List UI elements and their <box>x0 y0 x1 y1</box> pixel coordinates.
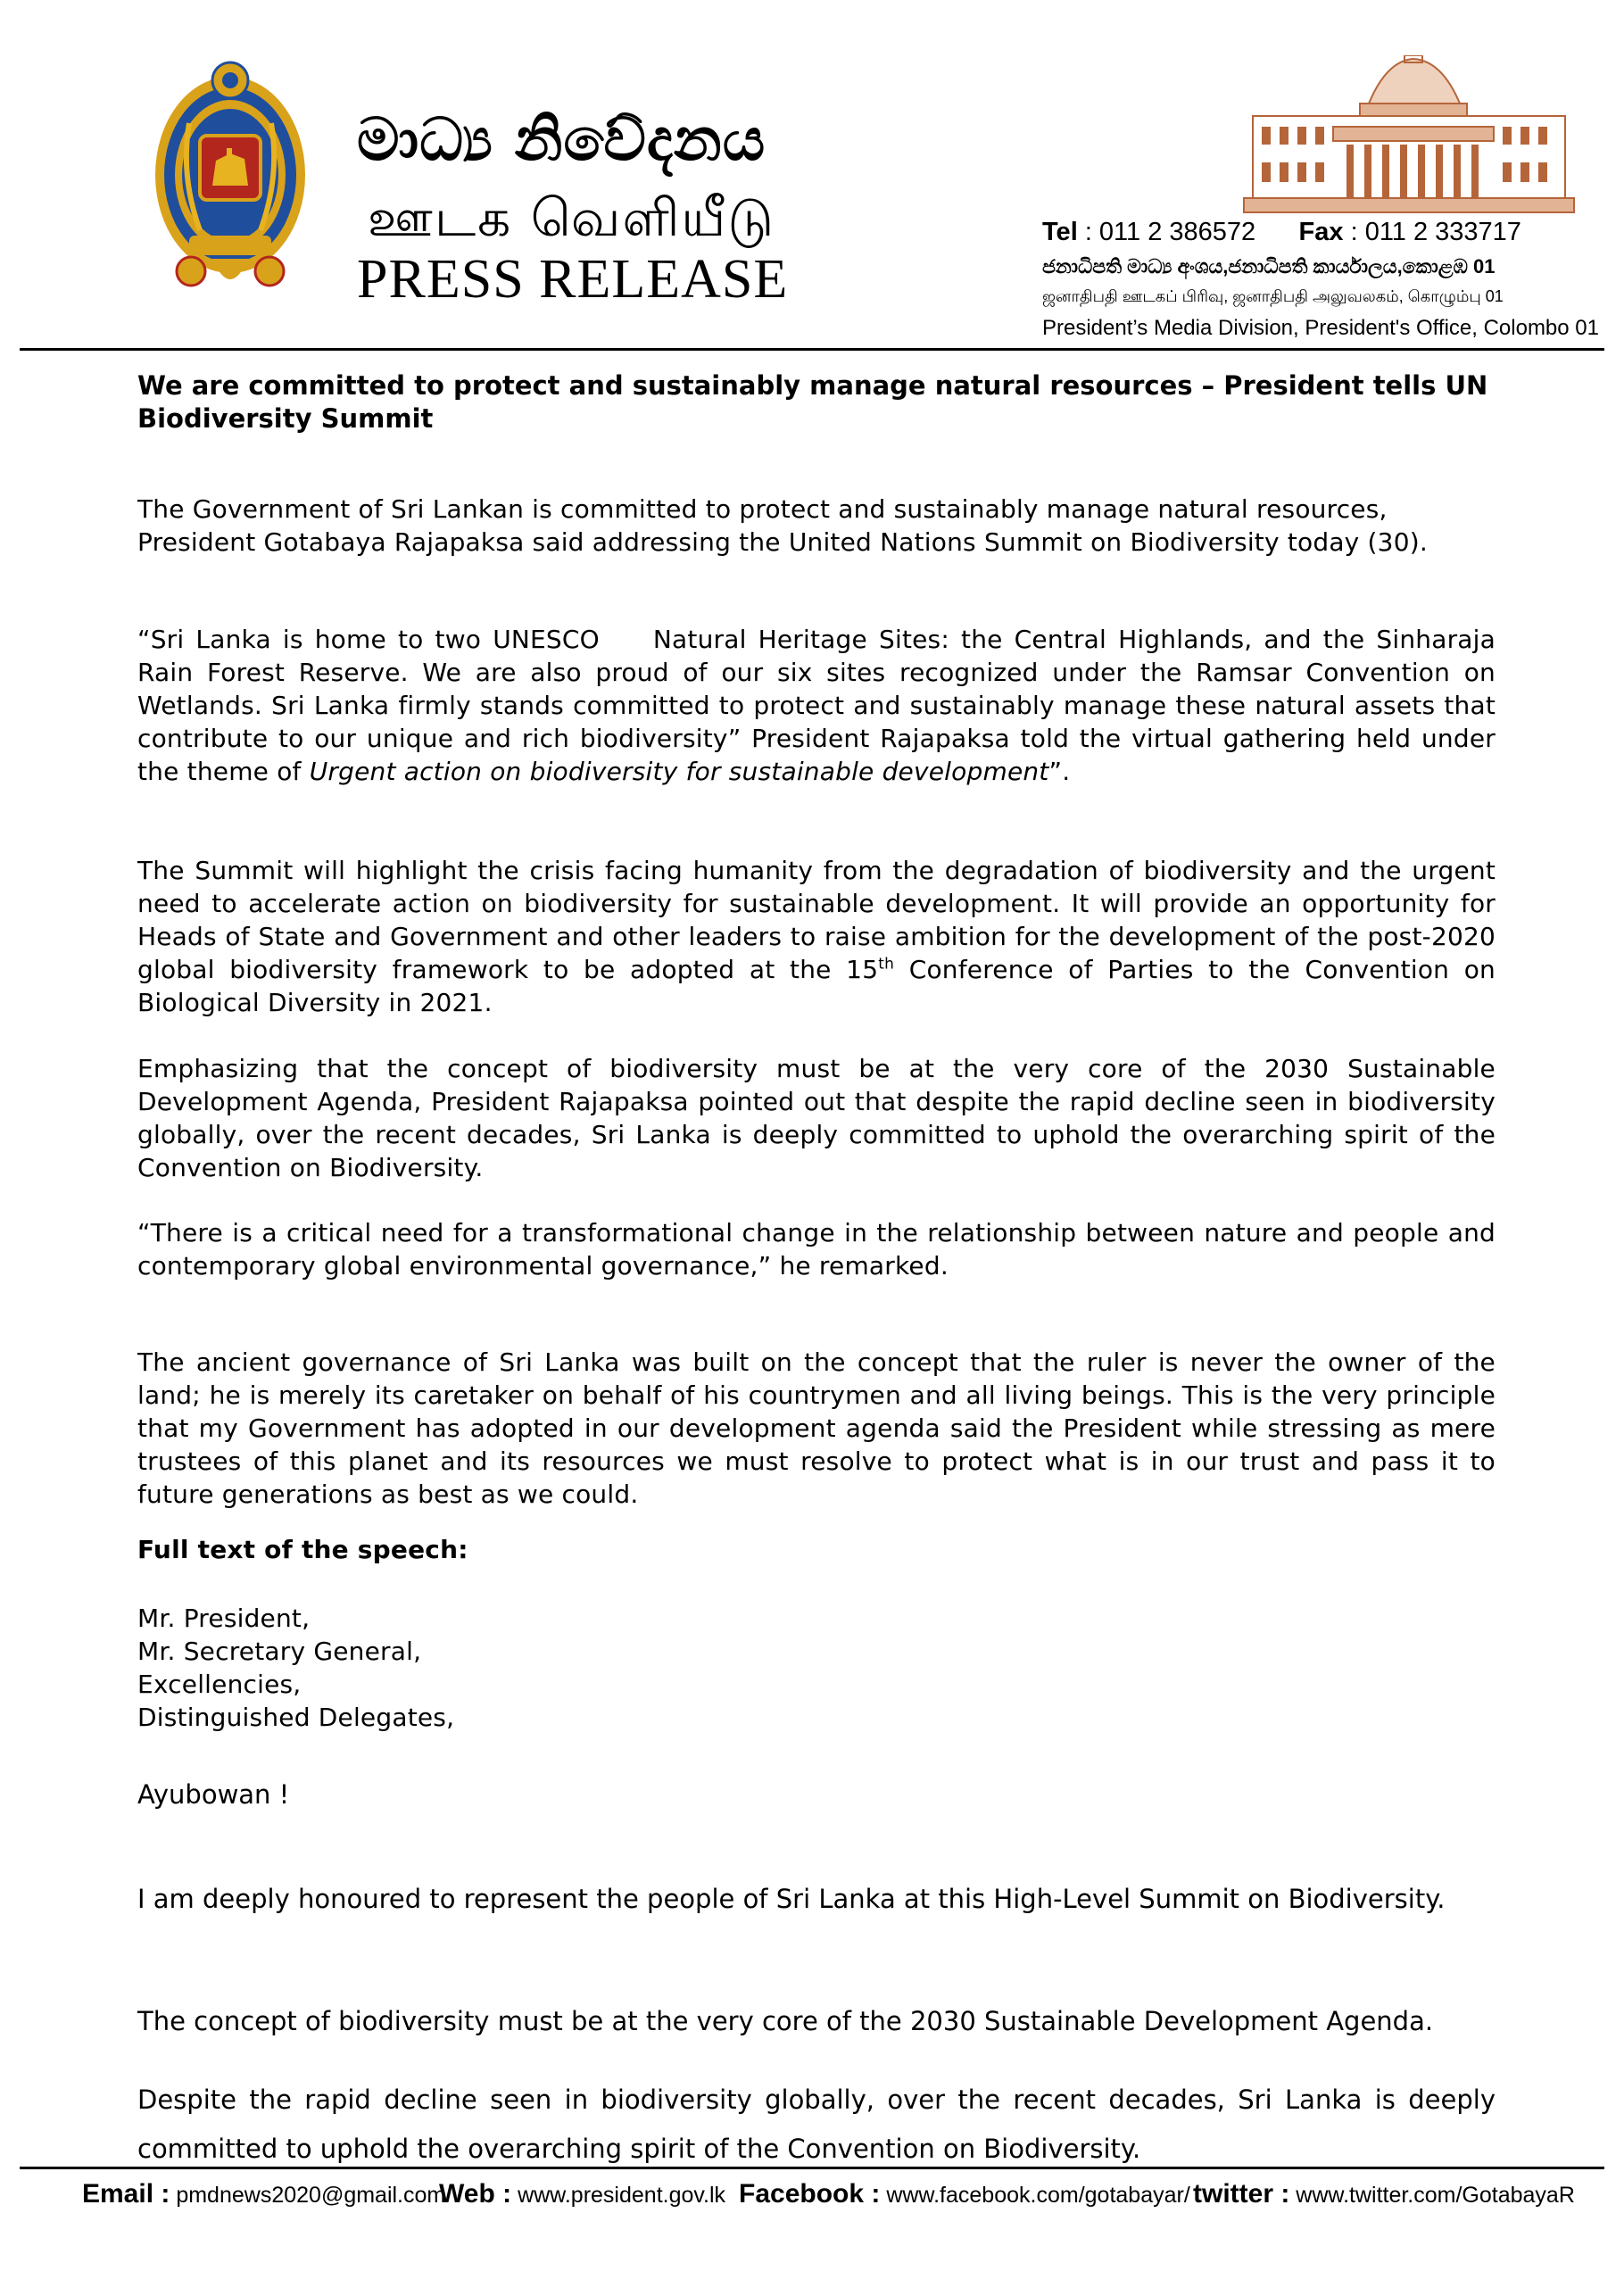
footer-twitter <box>1193 2179 1575 2209</box>
p2-text-b: Natural Heritage Sites: the Central Highlands, and the Sinharaja Rain Forest Reserve. We are also proud of our six sites recognized under the Ramsar Convention on Wetlands. Sri Lanka firmly stands committed to protect and sustainably manage these natural assets that contribute to our unique and rich biodiversity” President Rajapaksa told the virtual gathering held under the theme of <box>137 625 1496 786</box>
web-link[interactable]: www.president.gov.lk <box>518 2183 726 2208</box>
twitter-label: twitter : <box>1193 2179 1290 2209</box>
greeting: Ayubowan ! <box>137 1779 290 1810</box>
salutation-line: Mr. Secretary General, <box>137 1637 422 1666</box>
paragraph-quote: “There is a critical need for a transformational change in the relationship between nature and people and contemporary global environmental governance,” he remarked. <box>137 1218 1496 1281</box>
salutation-line: Distinguished Delegates, <box>137 1703 455 1732</box>
footer-facebook <box>739 2179 1190 2209</box>
paragraph-summit <box>137 854 1496 1019</box>
p2-end: ”. <box>1048 757 1071 786</box>
salutation-line: Mr. President, <box>137 1604 311 1633</box>
email-value[interactable]: pmdnews2020@gmail.com <box>176 2183 446 2208</box>
press-release-title-sinhala: මාධ්‍ය නිවේදනය <box>357 105 766 174</box>
paragraph-intro: The Government of Sri Lankan is committed to protect and sustainably manage natural resources, President Gotabaya Rajapaksa said addressing the United Nations Summit on Biodiversity today (30). <box>137 494 1428 557</box>
paragraph-agenda: Emphasizing that the concept of biodiversity must be at the very core of the 2030 Sustainable Development Agenda, President Rajapaksa pointed out that despite the rapid decline seen in biodiversity globally, over the recent decades, Sri Lanka is deeply committed to uphold the overarching spirit of the Convention on Biodiversity. <box>137 1054 1496 1182</box>
p2-text-a: “Sri Lanka is home to two UNESCO <box>137 625 600 654</box>
facebook-link[interactable]: www.facebook.com/gotabayar/ <box>886 2183 1190 2208</box>
address-sinhala: ජනාධිපති මාධ්‍ය අංශය,ජනාධිපති කාර්යාලය,කොළඹ 01 <box>1042 255 1496 278</box>
speech-paragraph-2: The concept of biodiversity must be at the very core of the 2030 Sustainable Development Agenda. <box>137 2006 1434 2036</box>
header-divider <box>20 348 1604 351</box>
p3-text-a: The Summit will highlight the crisis facing humanity from the degradation of biodiversity and the urgent need to accelerate action on biodiversity for sustainable development. It will provide an opportunity for Heads of State and Government and other leaders to raise ambition for the development of the post-2020 global biodiversity framework to be adopted at the 15 <box>137 856 1496 984</box>
p3-text-b: Conference of Parties to the Convention on Biological Diversity in 2021. <box>137 955 1496 1017</box>
footer-email <box>82 2179 445 2209</box>
footer-web <box>439 2179 725 2209</box>
web-label: Web : <box>439 2179 512 2209</box>
salutations <box>137 1602 1496 1734</box>
speech-subheading: Full text of the speech: <box>137 1535 468 1564</box>
speech-paragraph-1: I am deeply honoured to represent the people of Sri Lanka at this High-Level Summit on Biodiversity. <box>137 1884 1446 1914</box>
fax-label: Fax <box>1298 218 1344 246</box>
sri-lanka-emblem-logo <box>153 61 307 303</box>
fax-value: : 011 2 333717 <box>1350 218 1521 246</box>
paragraph-heritage-sites <box>137 623 1496 788</box>
p3-superscript: th <box>878 955 895 974</box>
press-release-title-tamil: ஊடக வெளியீடு <box>368 187 775 248</box>
tel-label: Tel <box>1042 218 1078 246</box>
press-release-title-english: PRESS RELEASE <box>357 249 789 310</box>
salutation-line: Excellencies, <box>137 1670 302 1699</box>
facebook-label: Facebook : <box>739 2179 881 2209</box>
address-tamil: ஜனாதிபதி ஊடகப் பிரிவு, ஜனாதிபதி அலுவலகம், கொழும்பு 01 <box>1042 287 1504 305</box>
twitter-link[interactable]: www.twitter.com/GotabayaR <box>1296 2183 1575 2208</box>
contact-phone-fax <box>1042 218 1521 247</box>
tel-value: : 011 2 386572 <box>1084 218 1256 246</box>
headline: We are committed to protect and sustainably manage natural resources – President tells UN Biodiversity Summit <box>137 370 1488 434</box>
paragraph-ancient-governance: The ancient governance of Sri Lanka was built on the concept that the ruler is never the owner of the land; he is merely its caretaker on behalf of his countrymen and all living beings. This is the very principle that my Government has adopted in our development agenda said the President while stressing as mere trustees of this planet and its resources we must resolve to protect what is in our trust and pass it to future generations as best as we could. <box>137 1347 1496 1509</box>
presidents-office-building-logo <box>1235 55 1578 216</box>
address-english: President’s Media Division, President's Office, Colombo 01 <box>1042 316 1599 340</box>
email-label: Email : <box>82 2179 170 2209</box>
p2-theme-italic: Urgent action on biodiversity for sustainable development <box>309 757 1049 786</box>
footer-divider <box>20 2167 1604 2169</box>
speech-paragraph-3: Despite the rapid decline seen in biodiversity globally, over the recent decades, Sri Lanka is deeply committed to uphold the overarching spirit of the Convention on Biodiversity. <box>137 2085 1496 2164</box>
